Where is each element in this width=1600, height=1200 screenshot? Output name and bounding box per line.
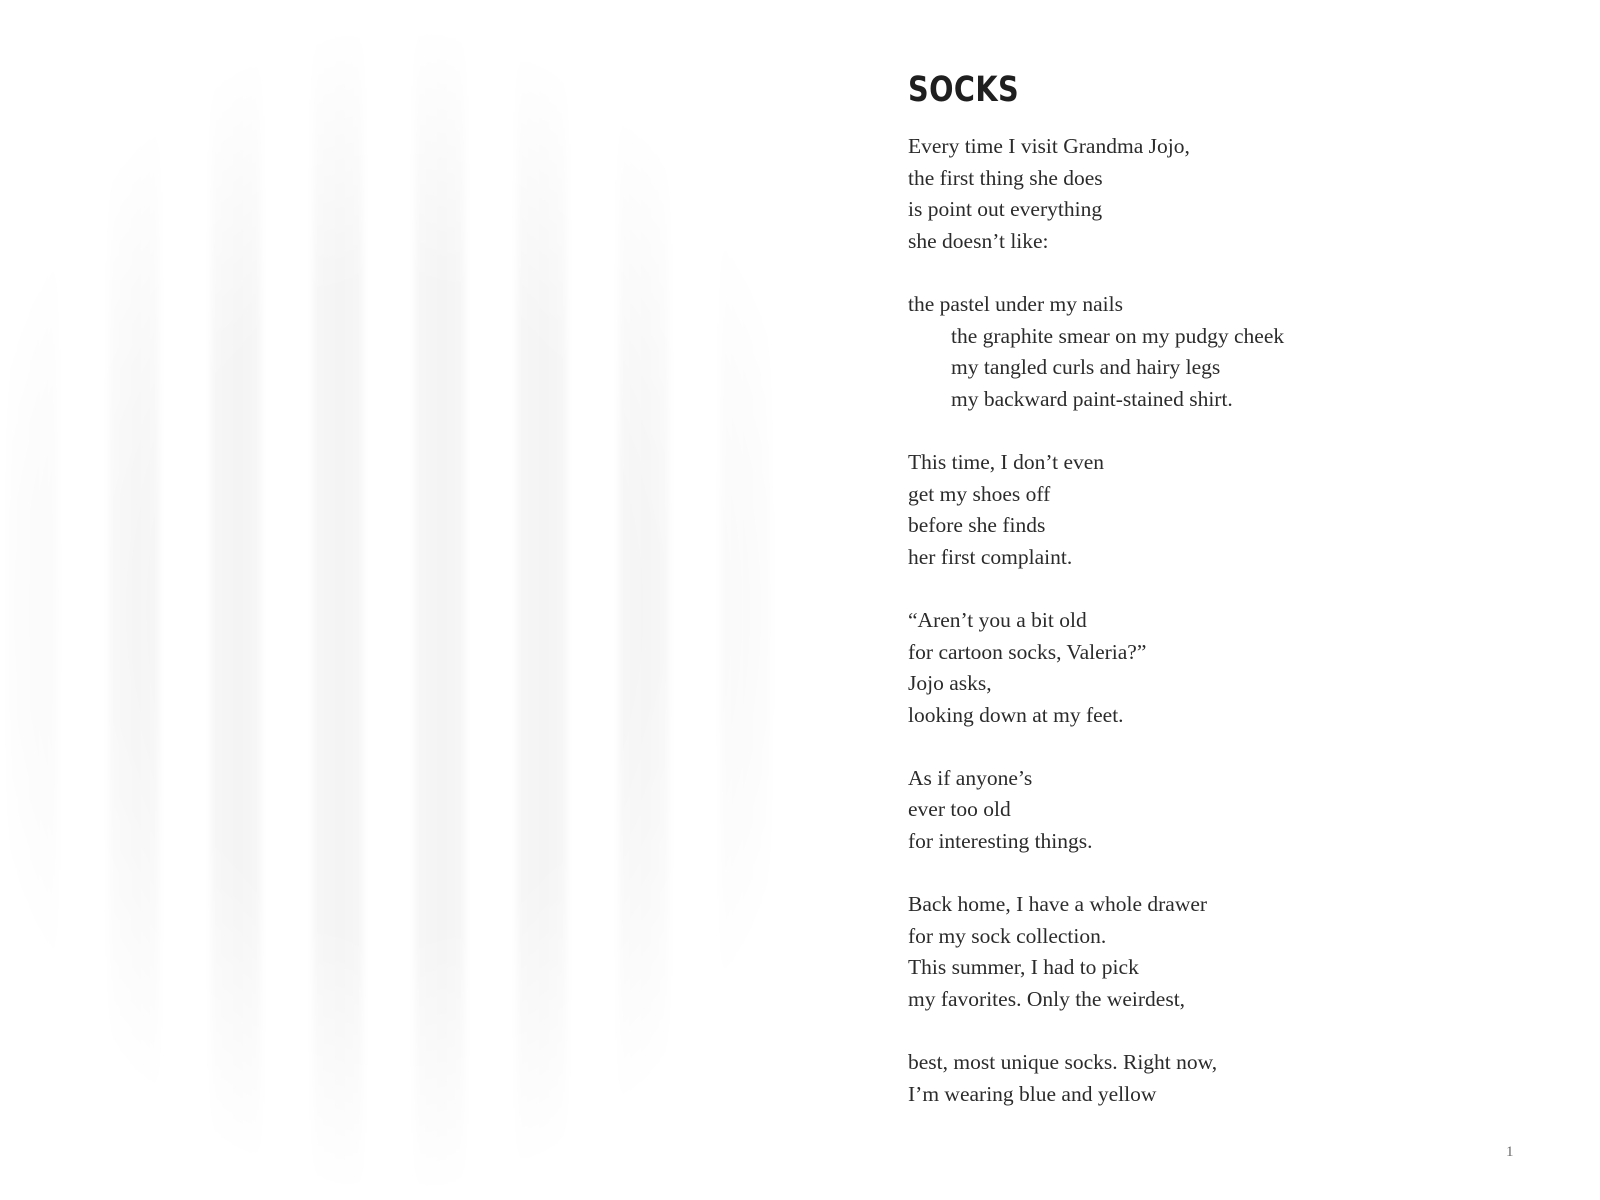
poem-line: Back home, I have a whole drawer xyxy=(908,892,1208,917)
poem-body xyxy=(908,131,1548,1142)
poem-line: I’m wearing blue and yellow xyxy=(908,1081,1157,1106)
poem-line: Every time I visit Grandma Jojo, xyxy=(908,134,1190,158)
poem-line: get my shoes off xyxy=(908,481,1051,506)
stanza xyxy=(908,1047,1548,1110)
poem-line: she doesn’t like: xyxy=(908,228,1049,253)
poem-line: my backward paint-stained shirt. xyxy=(951,386,1233,411)
poem-line: her first complaint. xyxy=(908,544,1073,569)
poem-line: This summer, I had to pick xyxy=(908,955,1139,980)
stanza xyxy=(908,289,1548,415)
stanza xyxy=(908,131,1548,257)
poem-line: looking down at my feet. xyxy=(908,702,1124,727)
page-number: 1 xyxy=(1506,1144,1514,1160)
poem-line: my favorites. Only the weirdest, xyxy=(908,987,1186,1012)
poem-line: Jojo asks, xyxy=(908,671,992,696)
poem-line: the graphite smear on my pudgy cheek xyxy=(951,323,1285,348)
poem-line: “Aren’t you a bit old xyxy=(908,607,1087,632)
stanza xyxy=(908,763,1548,858)
poem-line: for cartoon socks, Valeria?” xyxy=(908,639,1147,664)
stanza xyxy=(908,447,1548,573)
striped-illustration xyxy=(0,20,830,1200)
poem-line: ever too old xyxy=(908,797,1011,822)
poem-line: before she finds xyxy=(908,513,1046,538)
poem-line: This time, I don’t even xyxy=(908,449,1105,474)
poem-title: SOCKS xyxy=(908,70,1020,110)
poem-line: my tangled curls and hairy legs xyxy=(951,355,1221,380)
poem-line: the first thing she does xyxy=(908,165,1103,190)
poem-line: for interesting things. xyxy=(908,829,1093,854)
poem-line: is point out everything xyxy=(908,197,1103,222)
poem-line: the pastel under my nails xyxy=(908,291,1123,316)
poem-line: As if anyone’s xyxy=(908,765,1033,790)
poem-line: for my sock collection. xyxy=(908,923,1107,948)
poem-line: best, most unique socks. Right now, xyxy=(908,1050,1218,1075)
stanza xyxy=(908,889,1548,1015)
stanza xyxy=(908,605,1548,731)
